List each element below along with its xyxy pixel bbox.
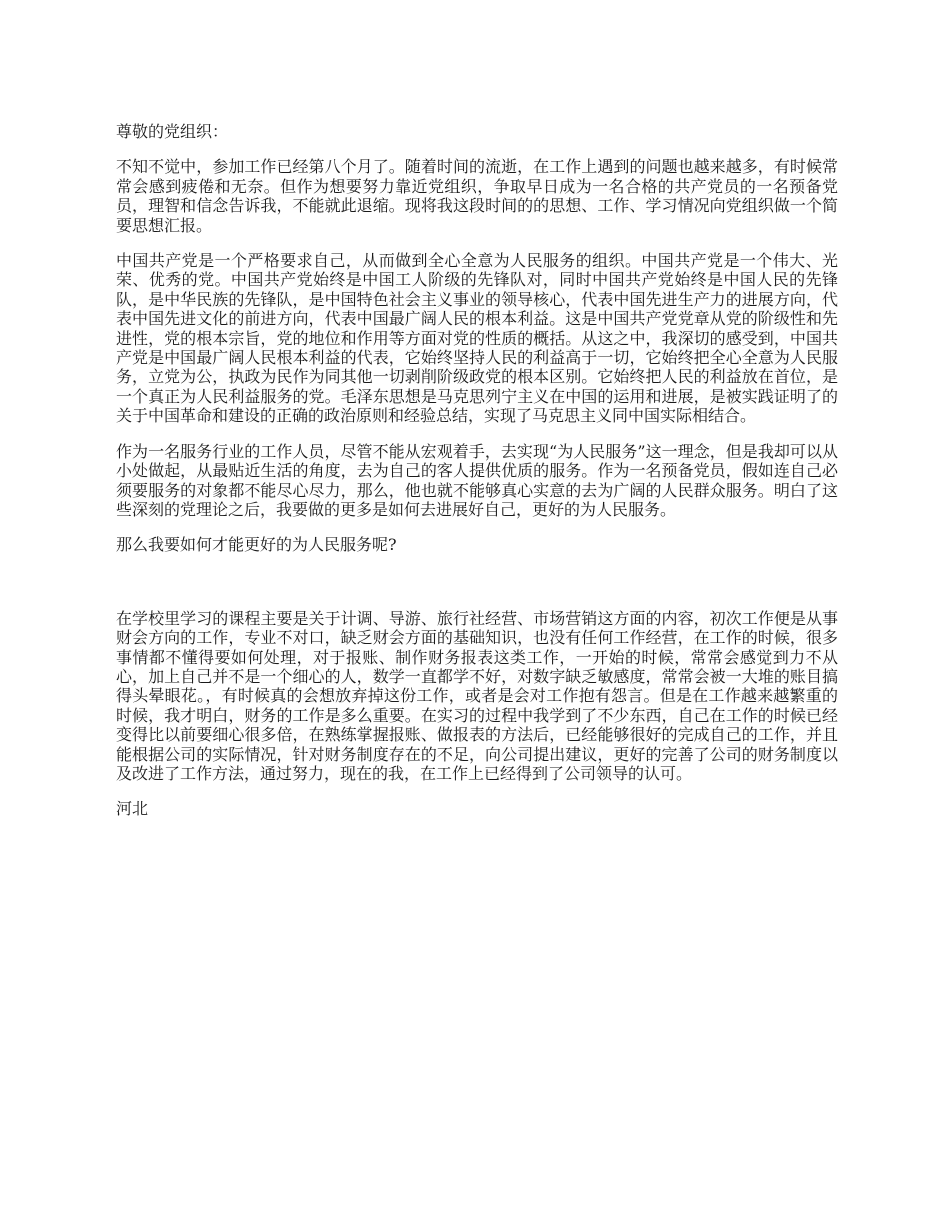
paragraph-closing: 河北 [116, 799, 149, 819]
document-page [116, 122, 838, 835]
paragraph-party-nature: 中国共产党是一个严格要求自己，从而做到全心全意为人民服务的组织。中国共产党是一个伟大、光荣、优秀的党。中国共产党始终是中国工人阶级的先锋队对，同时中国共产党始终是中国人民的先锋队，是中华民族的先锋队，是中国特色社会主义事业的领导核心，代表中国先进生产力的进展方向，代表中国先进文化的前进方向，代表中国最广阔人民的根本利益。这是中国共产党党章从党的阶级性和先进性，党的根本宗旨，党的地位和作用等方面对党的性质的概括。从这之中，我深切的感受到，中国共产党是中国最广阔人民根本利益的代表，它始终坚持人民的利益高于一切，它始终把全心全意为人民服务，立党为公，执政为民作为同其他一切剥削阶级政党的根本区别。它始终把人民的利益放在首位，是一个真正为人民利益服务的党。毛泽东思想是马克思列宁主义在中国的运用和进展，是被实践证明了的关于中国革命和建设的正确的政治原则和经验总结，实现了马克思主义同中国实际相结合。 [116, 251, 838, 426]
paragraph-intro: 不知不觉中，参加工作已经第八个月了。随着时间的流逝，在工作上遇到的问题也越来越多，有时候常常会感到疲倦和无奈。但作为想要努力靠近党组织，争取早日成为一名合格的共产党员的一名预备党员，理智和信念告诉我，不能就此退缩。现将我这段时间的的思想、工作、学习情况向党组织做一个简要思想汇报。 [116, 157, 838, 235]
salutation: 尊敬的党组织： [116, 122, 229, 141]
paragraph-work-experience: 在学校里学习的课程主要是关于计调、导游、旅行社经营、市场营销这方面的内容，初次工作便是从事财会方向的工作，专业不对口，缺乏财会方面的基础知识，也没有任何工作经营，在工作的时候，很多事情都不懂得要如何处理，对于报账、制作财务报表这类工作，一开始的时候，常常会感觉到力不从心，加上自己并不是一个细心的人，数学一直都学不好，对数字缺乏敏感度，常常会被一大堆的账目搞得头晕眼花。，有时候真的会想放弃掉这份工作，或者是会对工作抱有怨言。但是在工作越来越繁重的时候，我才明白，财务的工作是多么重要。在实习的过程中我学到了不少东西，自己在工作的时候已经变得比以前要细心很多倍，在熟练掌握报账、做报表的方法后，已经能够很好的完成自己的工作，并且能根据公司的实际情况，针对财务制度存在的不足，向公司提出建议，更好的完善了公司的财务制度以及改进了工作方法，通过努力，现在的我，在工作上已经得到了公司领导的认可。 [116, 608, 838, 783]
paragraph-question: 那么我要如何才能更好的为人民服务呢? [116, 535, 397, 555]
paragraph-service: 作为一名服务行业的工作人员，尽管不能从宏观着手，去实现“为人民服务”这一理念，但是我却可以从小处做起，从最贴近生活的角度，去为自己的客人提供优质的服务。作为一名预备党员，假如连自己必须要服务的对象都不能尽心尽力，那么，他也就不能够真心实意的去为广阔的人民群众服务。明白了这些深刻的党理论之后，我要做的更多是如何去进展好自己，更好的为人民服务。 [116, 441, 838, 519]
